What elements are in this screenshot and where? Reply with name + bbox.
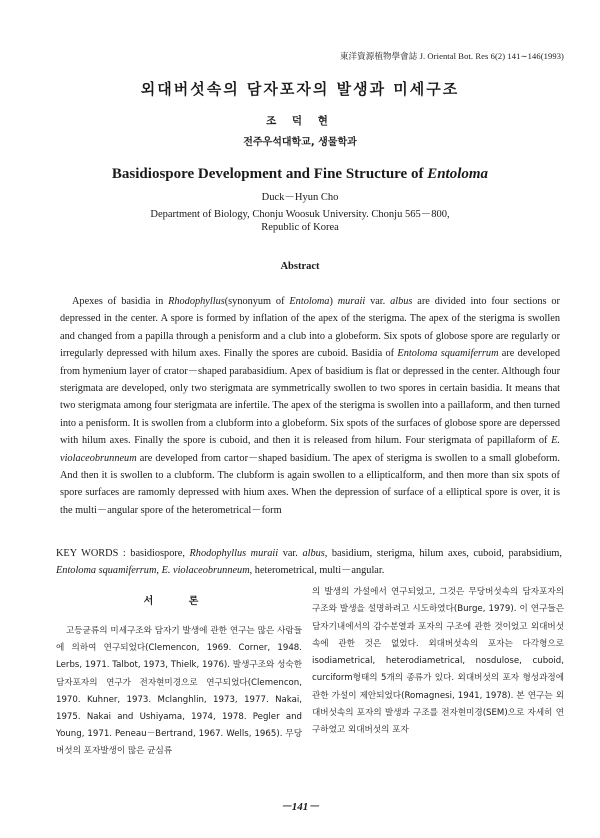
keywords-text: KEY WORDS : basidiospore, xyxy=(56,548,190,559)
keywords-italic: E. violaceobrunneum xyxy=(161,565,250,577)
abstract-italic: muraii xyxy=(337,296,366,307)
english-title-genus: Entoloma xyxy=(427,166,489,182)
abstract-italic: E. violaceobrunneum xyxy=(60,435,560,464)
english-affiliation-country: Republic of Korea xyxy=(261,222,339,233)
abstract-text: Apexes of basidia in xyxy=(72,296,169,307)
introduction-right-column: 의 발생의 가설에서 연구되었고, 그것은 무당버섯속의 담자포자의 구조와 발생을 설명하려고 시도하였다(Burge, 1979). 이 연구들은 담자기내에서의 감수분열과 포자의 구조에 관한 것이었고 외대버섯속에 관한 것은 없었다. 외대버섯속의 포자는 다각형으로 isodiametrical, heterodiametrical, nosdulose, cuboid, curciform형태의 5개의 종류가 있다. 외대버섯의 포자 형성과정에 관한 가설이 제안되었다(Romagnesi, 1941, 1978). 본 연구는 외대버섯속의 포자의 발생과 구조를 전자현미경(SEM)으로 자세히 연구하였고 외대버섯의 포자 xyxy=(312,587,564,736)
english-affiliation: Department of Biology, Chonju Woosuk University. Chonju 565－800, xyxy=(150,209,450,220)
abstract-text: are developed from cartor－shaped basidium. The apex of sterigma is swollen to a small globeform. And then it is swollen to a clubform. The clubform is again swollen to a ellipticalform, and then more than six spots of spore surfaces are ramomly depressed with hium axes. When the depression of surface of a elliptical spore is over, it is the multi－angular spore of the heterometrical－form xyxy=(60,452,560,516)
page-number: －141－ xyxy=(280,801,320,813)
keywords xyxy=(56,545,562,580)
english-title xyxy=(0,166,600,183)
abstract-text: are divided into four sections or depressed in the center. A spore is formed by inflation of the apex of the sterigma. The apex of the sterigma is swollen and changed from a papilla through a penisform and a club into a globeform. Six spots of globose spore are regularly or irregularly depressed with hilum axes. Finally the spores are cuboid. Basidia of xyxy=(60,296,560,360)
keywords-text: var. xyxy=(278,548,303,559)
abstract-italic: albus xyxy=(390,296,413,307)
keywords-italic: Rhodophyllus muraii xyxy=(189,548,279,559)
keywords-text: , heterometrical, multi－angular. xyxy=(249,565,385,577)
english-author: Duck－Hyun Cho xyxy=(261,192,339,203)
korean-title: 외대버섯속의 담자포자의 발생과 미세구조 xyxy=(140,80,460,98)
abstract-italic: Entoloma squamiferrum xyxy=(397,348,499,360)
abstract-italic: Entoloma xyxy=(289,296,330,307)
introduction-left-column: 고등균류의 미세구조와 담자기 발생에 관한 연구는 많은 사람들에 의하여 연구되었다(Clemencon, 1969. Corner, 1948. Lerbs, 1971. Talbot, 1973, Thielk, 1976). 발생구조와 성숙한 담자포자의 연구가 전자현미경으로 연구되었다(Clemencon, 1970. Kuhner, 1973. Mclanghlin, 1973, 1977. Nakai, 1975. Nakai and Ushiyama, 1974, 1978. Pegler and Young, 1971. Peneau－Bertrand, 1967. Wells, 1965). 무당버섯의 포자발생이 많은 균심류 xyxy=(56,626,302,757)
keywords-italic: albus xyxy=(302,548,325,559)
keywords-italic: Entoloma squamiferrum xyxy=(56,565,157,577)
abstract-body xyxy=(60,293,560,519)
journal-citation: 東洋資源植物學會誌 J. Oriental Bot. Res 6(2) 141∼146(1993) xyxy=(339,51,564,61)
korean-author: 조 덕 현 xyxy=(266,115,334,127)
section-heading-introduction: 서 론 xyxy=(143,596,215,607)
abstract-text: ) xyxy=(329,296,338,307)
english-title-main: Basidiospore Development and Fine Structure of xyxy=(111,166,428,182)
keywords-text: , xyxy=(156,565,162,577)
abstract-italic: Rhodophyllus xyxy=(168,296,225,307)
abstract-heading: Abstract xyxy=(280,261,320,272)
keywords-text: , basidium, sterigma, hilum axes, cuboid, parabsidium, xyxy=(324,548,563,559)
abstract-text: are developed from hymenium layer of crator－shaped parabasidium. Apex of basidium is flat or depressed in the center. Although four sterigmata are developed, only two sterigmata are symmetrically swollen to two spores in certain basidia. It means that two sterigmata among four sterigmata are infertile. The apex of the sterigma is swollen into a paillaform, and then turned into a penisform. It is swollen from a clubform into a globeform. Six spots of the surfaces of globose spore are deperssed with hilum axes. Finally the spore is cuboid, and then it is released from hilum. Four sterigmata of papillaform of xyxy=(60,348,560,447)
korean-affiliation: 전주우석대학교, 생물학과 xyxy=(243,137,357,148)
abstract-text: (synonyum of xyxy=(224,296,290,307)
abstract-text: var. xyxy=(365,296,391,307)
